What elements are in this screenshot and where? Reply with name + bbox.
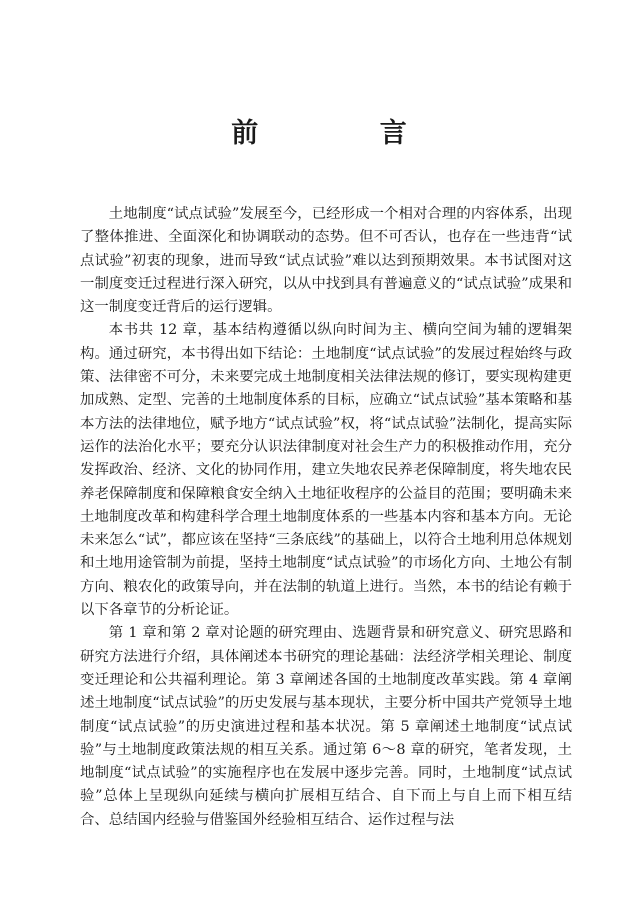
- page-title: 前 言: [231, 118, 463, 149]
- paragraph-2: 本书共 12 章，基本结构遵循以纵向时间为主、横向空间为辅的逻辑架构。通过研究，本书得出如下结论：土地制度“试点试验”的发展过程始终与政策、法律密不可分，未来要完成土地制度相关法律法规的修订，要实现构建更加成熟、定型、完善的土地制度体系的目标，应确立“试点试验”基本策略和基本方法的法律地位，赋予地方“试点试验”权，将“试点试验”法制化，提高实际运作的法治化水平；要充分认识法律制度对社会生产力的积极推动作用，充分发挥政治、经济、文化的协同作用，建立失地农民养老保障制度，将失地农民养老保障制度和保障粮食安全纳入土地征收程序的公益目的范围；要明确未来土地制度改革和构建科学合理土地制度体系的一些基本内容和基本方向。无论未来怎么“试”，都应该在坚持“三条底线”的基础上，以符合土地利用总体规划和土地用途管制为前提，坚持土地制度“试点试验”的市场化方向、土地公有制方向、粮农化的政策导向，并在法制的轨道上进行。当然，本书的结论有赖于以下各章节的分析论证。: [80, 322, 572, 619]
- preface-body: [80, 203, 572, 832]
- paragraph-3: 第 1 章和第 2 章对论题的研究理由、选题背景和研究意义、研究思路和研究方法进行介绍，具体阐述本书研究的理论基础：法经济学相关理论、制度变迁理论和公共福利理论。第 3 章阐述各国的土地制度改革实践。第 4 章阐述土地制度“试点试验”的历史发展与基本现状，主要分析中国共产党领导土地制度“试点试验”的历史演进过程和基本状况。第 5 章阐述土地制度“试点试验”与土地制度政策法规的相互关系。通过第 6～8 章的研究，笔者发现，土地制度“试点试验”的实施程序也在发展中逐步完善。同时，土地制度“试点试验”总体上呈现纵向延续与横向扩展相互结合、自下而上与自上而下相互结合、总结国内经验与借鉴国外经验相互结合、运作过程与法: [80, 625, 572, 828]
- paragraph-1: 土地制度“试点试验”发展至今，已经形成一个相对合理的内容体系，出现了整体推进、全面深化和协调联动的态势。但不可否认，也存在一些违背“试点试验”初衷的现象，进而导致“试点试验”难以达到预期效果。本书试图对这一制度变迁过程进行深入研究，以从中找到具有普遍意义的“试点试验”成果和这一制度变迁背后的运行逻辑。: [80, 206, 572, 316]
